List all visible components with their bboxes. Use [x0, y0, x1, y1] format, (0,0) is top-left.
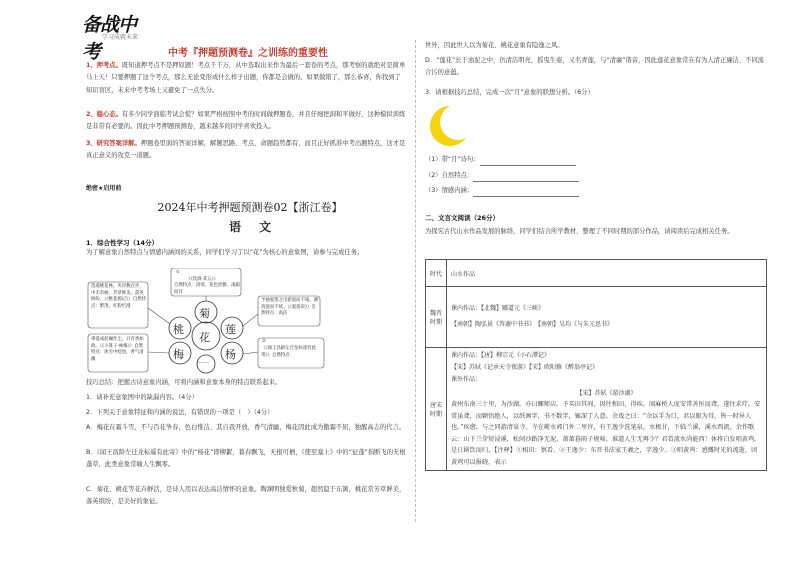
era-weijin: 魏晋时期 — [426, 287, 447, 348]
tip-2 — [86, 109, 406, 134]
answer-blank-1[interactable] — [480, 158, 576, 166]
option-d: D．“莲花”长于浊泥之中，仍清洁明亮，摇曳生姿，又名青莲，与“清廉”谐音，因此莲花意象常在有为人清正廉洁、不同流合污的意蕴。 — [425, 57, 765, 76]
petal-lian: 莲 — [225, 323, 236, 336]
fill-line-1 — [425, 154, 765, 166]
question-1: 1．请补充意象图中的缺漏内容。（4分） — [86, 394, 198, 401]
section-2-heading: 二、文言文阅读（26分） — [425, 214, 500, 222]
logo — [78, 6, 148, 63]
paper-title: 2024年中考押题预测卷02【浙江卷】 — [157, 201, 343, 214]
table-header-era: 时代 — [426, 260, 447, 287]
box-ju-feature: 自然特点：清寒、花色淡雅、凌霜而开 — [174, 283, 240, 295]
box-yang-blank: ② — [262, 339, 266, 344]
hero-title: 中考『押题预测卷』之训练的重要性 — [168, 48, 328, 59]
tangsong-line-1: 课内作品：【唐】柳宗元《小石潭记》 — [451, 352, 551, 359]
works-tangsong — [447, 348, 767, 471]
poem-text: 黄州东南三十里，为沙湖，亦曰螺师店。予买田其间，因往相田，得疾。闻麻桥人庞安常善医而聋，遂往求疗。安常虽聋，而颖悟绝人，以纸画字，书不数字，辄深了人意。余戏之曰：“余以手为口，君以眼为耳，皆一时异人也。”疾愈，与之同游清泉寺。寺在蕲水郭门外二里许，有王逸少洗笔泉，水极甘，下临兰溪，溪水西流。余作歌云：山下兰芽短浸溪，松间沙路净无泥，萧萧暮雨子规啼。谁道人生无再少？君看流水尚能西！休将白发唱黄鸡。是日剧饮而归。【注释】①相田：察看。②王逸少：东晋书法家王羲之，字逸少。③唱黄鸡：感慨时光的流逝，因黄鸡可以报晓，表示 — [451, 401, 761, 466]
question-2: 2．下列关于意象特征和内涵的说法，有错误的一项是（ ）（4分） — [86, 409, 274, 416]
table-row — [426, 348, 767, 471]
box-lian: 予独爱莲之出淤泥而不染，濯清涟而不妖。（《爱莲说》）自然特点：高洁 — [261, 298, 319, 316]
box-ju-blank: ① — [176, 270, 180, 275]
box-ju-source: （《饮酒·其五》） — [186, 277, 219, 282]
works-weijin — [447, 287, 767, 348]
box-tao: 怨道桃花林，夹岸数百步，中无杂树，芳草鲜美，落英缤纷。（《桃花源记》）自然特点：繁茂、红粉烂漫 — [91, 284, 146, 309]
tip-text: 押题卷里面的答案详解，解题思路、考点、命题趋势都有，而且正好抓准中考出题特点，这才是真正意义的攻克一道题。 — [86, 140, 406, 160]
section-1-heading: 1．综合性学习（14分） — [86, 239, 159, 247]
petal-ju: 菊 — [199, 307, 210, 320]
option-c-continued: 世外，因此世人以为菊花、桃花意象有隐逸之风。 — [425, 42, 564, 49]
table-header-work: 山水作品 — [447, 260, 767, 287]
question-3: 3．请根据技巧总结，完成一次“月”意象的联想分析。（6分） — [425, 89, 594, 96]
subject-title: 语文 — [228, 220, 289, 234]
petal-tao: 桃 — [173, 323, 184, 336]
tip-label: 1、押考点。 — [86, 62, 122, 69]
answer-blank-3[interactable] — [473, 189, 579, 197]
tip-text: 有多少同学面临考试会慌？如果严格按照中考的时间做押题卷，并且仔细把洞和平做好，这种模拟训练是非常有必要的。因此中考押题预测卷，越来越多的同学喜欢投入。 — [86, 111, 406, 131]
section-1-intro: 为了解意象自然特点与情感内涵间的关系，同学们学习了以“花”为核心的意象图，请参与完成任务。 — [86, 249, 364, 256]
petal-more: …… — [197, 358, 209, 365]
confidential-seal: 绝密★启用前 — [86, 185, 122, 192]
column-divider — [415, 40, 416, 522]
section-2-intro: 为探究古代山水作品发展的脉络，同学们结合所学教材，整理了不同时期的部分作品，请阅读后完成相关任务。 — [425, 228, 734, 235]
weijin-line-1: 课内作品：【北魏】郦道元《三峡》 — [451, 305, 545, 312]
weijin-line-2: 【南朝】陶弘景《答谢中书书》 【南朝】吴均《与朱元思书》 — [451, 321, 614, 328]
petal-yang: 杨 — [225, 348, 236, 361]
fill-line-3 — [425, 185, 765, 197]
option-c: C．菊花、桃花等花卉鲜活，是诗人用以表达高洁情怀的意象。陶渊明独爱秋菊，超然隐于东篱，桃花常芳草鲜美，落英缤纷，是美好的象征。 — [86, 486, 406, 505]
crescent-moon-icon — [428, 104, 468, 148]
tip-label: 2、稳心态。 — [86, 111, 122, 118]
box-mei: 零落成泥碾作尘，只有香如故。（《卜算子·咏梅》）自然特点：冰雪中绽放，香气清幽 — [91, 337, 144, 362]
option-a: A．梅花在霜斗雪，不与百花争春，色白惟洁，其自我开放，香气清幽，梅花因此成为傲霜不屈，独醒高志的代言。 — [86, 424, 406, 431]
fill-label-3: （3）情感内涵： — [425, 187, 474, 194]
answer-blank-2[interactable] — [473, 174, 579, 182]
tangsong-line-2: 【宋】苏轼《记承天寺夜游》【宋】欧阳修《醉翁亭记》 — [451, 364, 599, 371]
poem-title: 【宋】苏轼《游沙湖》 — [576, 390, 637, 397]
fill-line-2 — [425, 170, 765, 182]
tip-1 — [86, 60, 406, 97]
tip-label: 3、研究答案详解。 — [86, 140, 141, 147]
era-tangsong: 唐宋时期 — [426, 348, 447, 471]
petal-hua: 花 — [199, 331, 210, 344]
fill-label-2: （2）自然特点： — [425, 172, 474, 179]
tangsong-line-3: 课外作品： — [451, 376, 482, 383]
logo-subtext: 学习成就未来 — [102, 34, 139, 41]
table-row — [426, 287, 767, 348]
option-b: B．《闻王昌龄左迁龙标遥有此寄》中的“杨花”即柳絮，暮春飘飞，无根可栖，《使至塞上》中的“征蓬”指断飞的无根蓬草，此类意象常喻人生飘零。 — [86, 449, 406, 468]
fill-label-1: （1）带“月”诗句： — [425, 156, 480, 163]
petal-mei: 梅 — [173, 348, 184, 361]
tip-3 — [86, 138, 406, 163]
table-row — [426, 260, 767, 287]
literature-table — [425, 259, 767, 471]
tip-text: 既知道押考点不是押原题！考点千千万，从中选取出来作为最后一套卷的考点，那考察的就绝对是简单马上天！只要押题了这个考点，那么无论变形成什么样子出题，你都是会做的。如果做错了，那么恭喜，你找到了知识盲区，未来中考考场上又避免了一点失分。 — [86, 62, 406, 94]
box-yang: （《闻王昌龄左迁龙标遥有此寄》）自然特点： — [261, 346, 316, 358]
tip-summary: 技巧总结：把握古诗意象内涵，可将内涵和意象本身的特点联系起来。 — [86, 379, 282, 386]
flower-mind-map — [86, 268, 326, 374]
logo-text: 备战中考 — [82, 14, 137, 63]
